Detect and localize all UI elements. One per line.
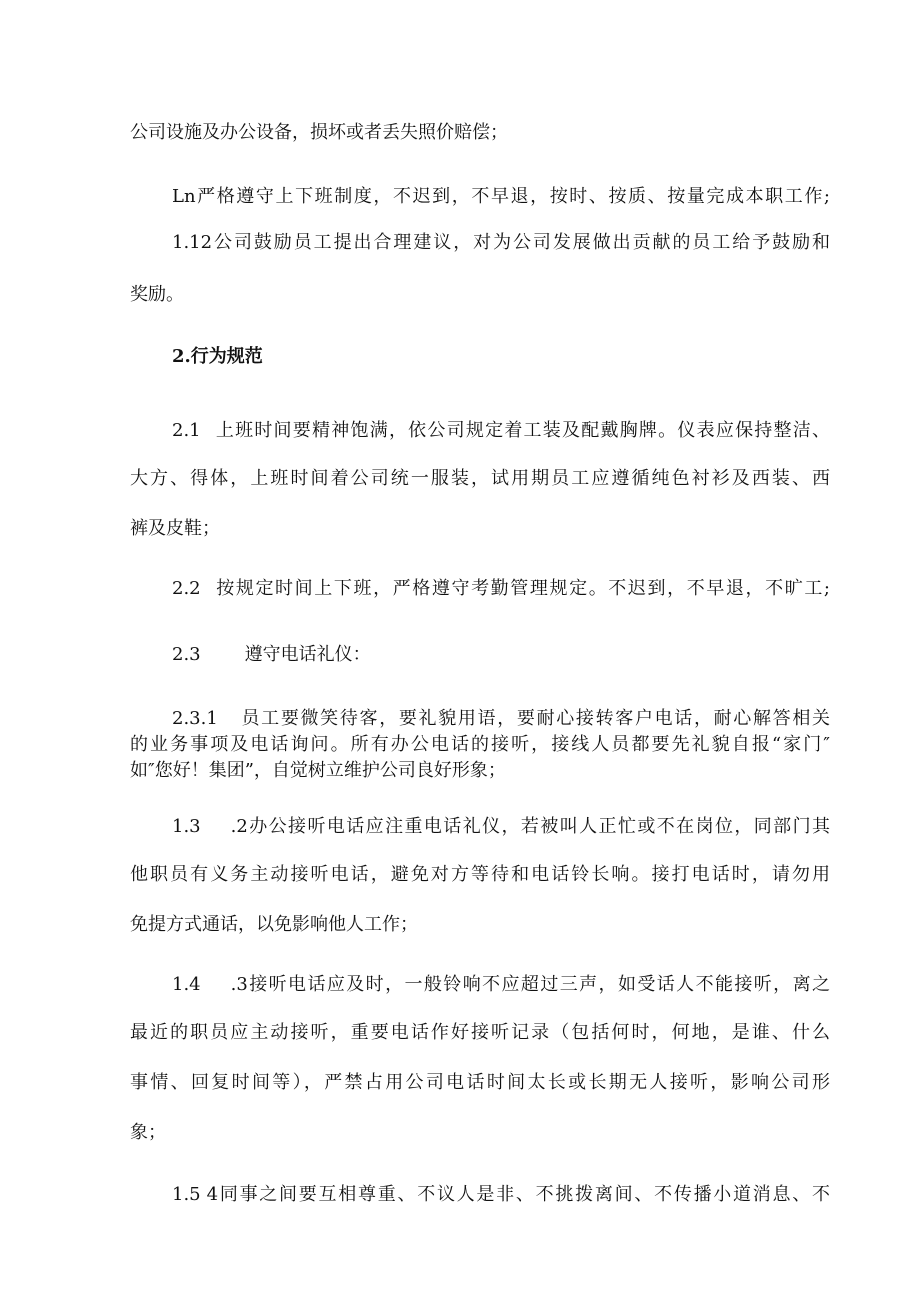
item-text: 接听电话应及时，一般铃响不应超过三声，如受话人不能接听，离之: [247, 974, 830, 995]
paragraph-line: [172, 576, 830, 602]
paragraph-line: 奖励。: [130, 284, 184, 305]
paragraph-line: 免提方式通话，以免影响他人工作；: [130, 914, 418, 935]
item-number: 2.3.1: [172, 708, 218, 729]
item-number: 1.5: [172, 1184, 201, 1205]
paragraph-line: 最近的职员应主动接听，重要电话作好接听记录（包括何时，何地，是谁、什么: [130, 1022, 830, 1043]
paragraph-line: [172, 1182, 830, 1208]
paragraph-line: [172, 418, 830, 444]
paragraph-line: 1.12公司鼓励员工提出合理建议，对为公司发展做出贡献的员工给予鼓励和: [172, 232, 830, 253]
item-number: 1.3: [172, 816, 201, 837]
section-heading: 2.行为规范: [172, 346, 263, 367]
paragraph-line: [172, 642, 830, 668]
item-subnumber: .2: [230, 816, 248, 837]
paragraph-line: 象；: [130, 1122, 166, 1143]
item-text: 按规定时间上下班，严格遵守考勤管理规定。不迟到，不早退，不旷工;: [214, 578, 830, 599]
item-number: 2.3: [172, 644, 201, 665]
item-text: 4同事之间要互相尊重、不议人是非、不挑拨离间、不传播小道消息、不: [206, 1184, 830, 1205]
item-text: 上班时间要精神饱满，依公司规定着工装及配戴胸牌。仪表应保持整洁、: [214, 420, 830, 441]
item-text: 办公接听电话应注重电话礼仪，若被叫人正忙或不在岗位，同部门其: [247, 816, 830, 837]
paragraph-line: [172, 814, 830, 840]
item-number: 2.1: [172, 420, 201, 441]
item-number: 2.2: [172, 578, 201, 599]
item-subnumber: .3: [230, 974, 248, 995]
paragraph-line: Ln严格遵守上下班制度，不迟到，不早退，按时、按质、按量完成本职工作;: [172, 186, 830, 207]
paragraph-line: 公司设施及办公设备，损坏或者丢失照价赔偿；: [130, 122, 508, 143]
item-text: 员工要微笑待客，要礼貌用语，要耐心接转客户电话，耐心解答相关: [239, 708, 830, 729]
paragraph-line: [172, 972, 830, 998]
item-text: 遵守电话礼仪：: [244, 644, 371, 665]
paragraph-line: 他职员有义务主动接听电话，避免对方等待和电话铃长响。接打电话时，请勿用: [130, 864, 830, 885]
paragraph-line: 的业务事项及电话询问。所有办公电话的接听，接线人员都要先礼貌自报“家门″: [130, 734, 830, 755]
paragraph-line: 事情、回复时间等），严禁占用公司电话时间太长或长期无人接听，影响公司形: [130, 1072, 830, 1093]
paragraph-line: 如″您好！集团”，自觉树立维护公司良好形象；: [130, 760, 506, 781]
paragraph-line: [172, 706, 830, 732]
item-number: 1.4: [172, 974, 201, 995]
paragraph-line: 裤及皮鞋；: [130, 518, 220, 539]
paragraph-line: 大方、得体，上班时间着公司统一服装，试用期员工应遵循纯色衬衫及西装、西: [130, 468, 830, 489]
